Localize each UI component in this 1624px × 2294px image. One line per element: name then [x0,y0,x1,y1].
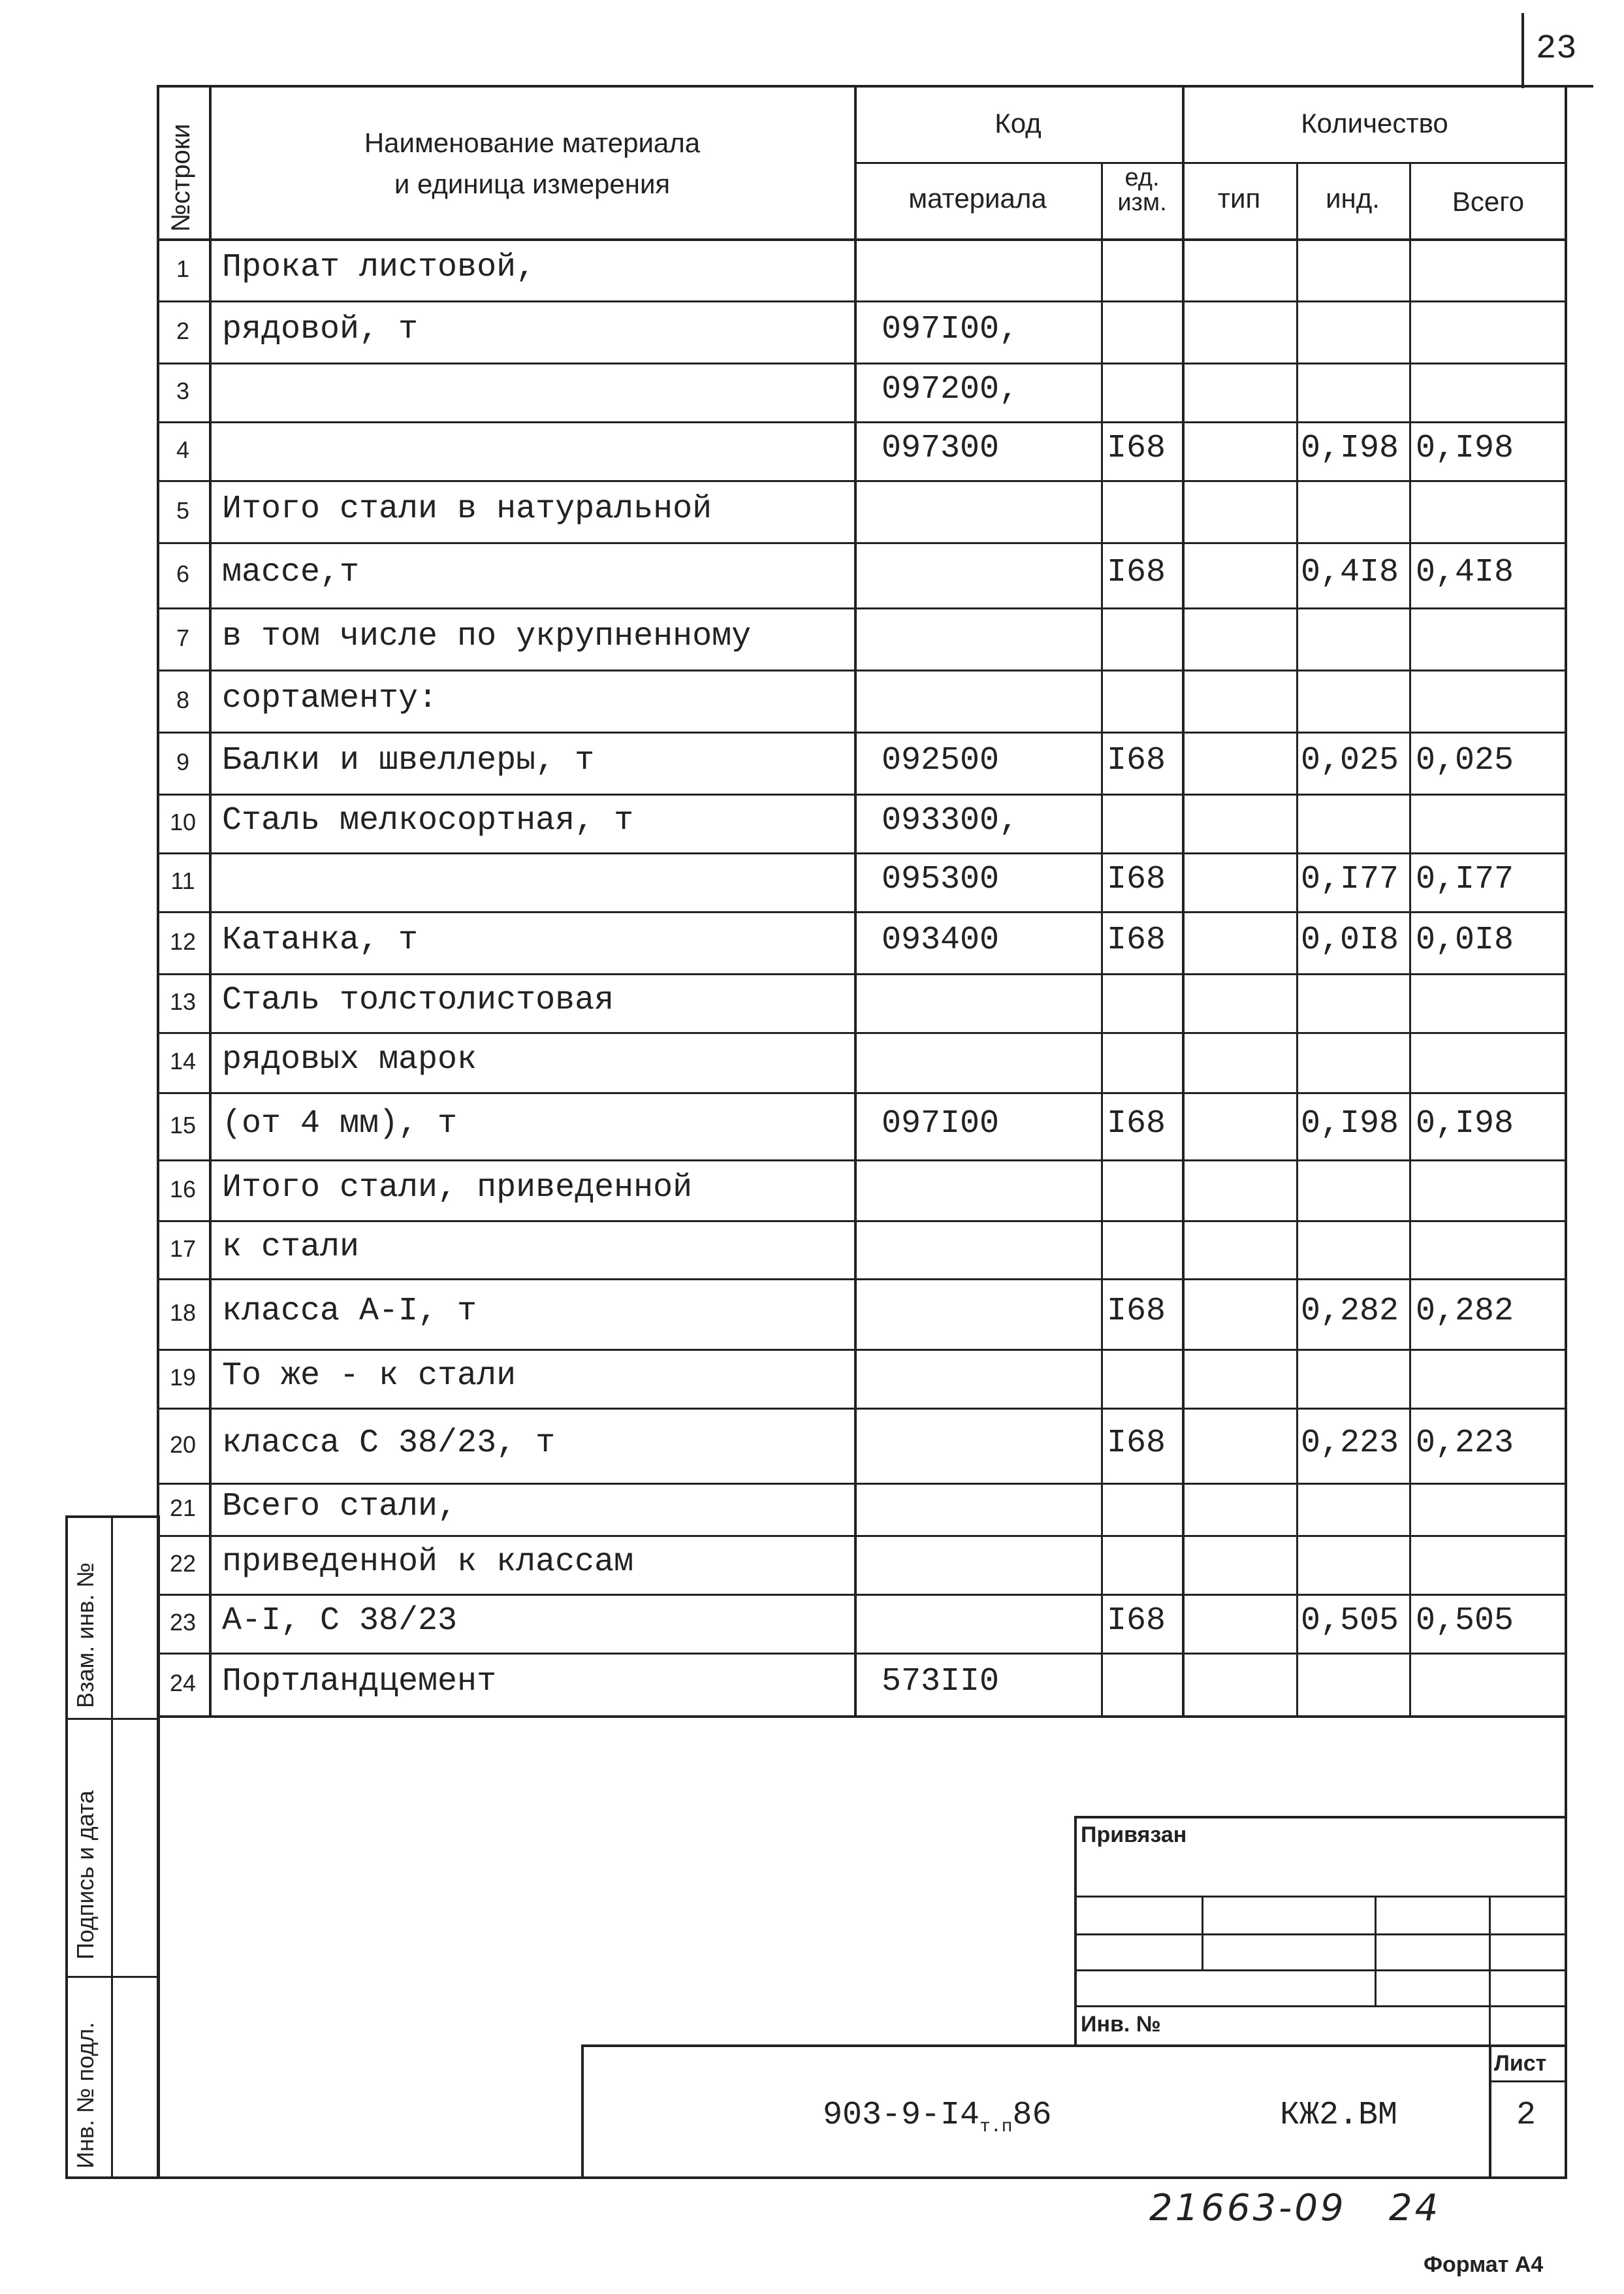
row-number: 19 [169,1364,197,1391]
row-ind: 0,0I8 [1301,921,1399,959]
row-ind: 0,505 [1301,1602,1399,1640]
stamp-col-a [1202,1896,1203,1969]
header-qty-type: тип [1217,183,1261,214]
row-code: 097200, [882,371,1019,408]
row-name: Катанка, т [222,921,419,959]
table-row [157,794,1567,852]
stamp-col-c [1489,1896,1491,2044]
row-divider [157,911,1567,913]
row-name: Сталь толстолистовая [222,982,614,1019]
row-name: Балки и швеллеры, т [222,741,595,779]
row-total: 0,505 [1416,1602,1514,1640]
row-total: 0,I98 [1416,430,1514,467]
row-number: 1 [176,255,190,282]
table-row [157,1594,1567,1653]
row-name: (от 4 мм), т [222,1105,458,1142]
doc-number [823,2097,1051,2137]
row-code: 097I00, [882,310,1019,348]
title-block-list-line [1489,2080,1567,2082]
table-row [157,1032,1567,1092]
row-code: 573II0 [882,1663,1000,1700]
row-total: 0,4I8 [1416,554,1514,591]
row-divider [157,1408,1567,1410]
row-number: 24 [169,1670,197,1696]
row-number: 17 [169,1235,197,1262]
row-divider [157,1653,1567,1655]
stamp-list-value: 2 [1516,2097,1536,2134]
table-row [157,911,1567,973]
row-unit: I68 [1107,741,1166,779]
stamp-line-a [1074,1896,1567,1898]
row-total: 0,I98 [1416,1105,1514,1142]
row-name: класса А-I, т [222,1293,477,1330]
row-number: 7 [176,624,190,651]
row-number: 21 [169,1494,197,1521]
row-name: к стали [222,1228,360,1266]
row-number: 10 [169,809,197,835]
stamp-top-line [1074,1816,1567,1818]
header-qty-total: Всего [1452,186,1525,217]
row-number: 5 [176,496,190,524]
row-name: То же - к стали [222,1357,517,1395]
row-divider [157,421,1567,423]
title-block-list-left [1489,2044,1491,2179]
row-divider [157,1092,1567,1094]
row-number: 6 [176,560,190,587]
row-unit: I68 [1107,1602,1166,1640]
title-block-left [581,2044,584,2179]
table-row [157,1159,1567,1220]
stamp-line-d [1074,2005,1567,2007]
doc-number-sub: т.п [979,2117,1013,2137]
main-table-top-extension [1567,85,1593,88]
row-name: рядовой, т [222,310,419,348]
row-name: рядовых марок [222,1041,477,1078]
row-divider [157,480,1567,482]
table-row [157,1653,1567,1715]
doc-number-main: 903-9-I4 [823,2097,980,2134]
row-divider [157,1349,1567,1351]
table-row [157,670,1567,732]
row-name: Портландцемент [222,1663,497,1700]
row-name: массе,т [222,554,360,591]
row-name: Итого стали, приведенной [222,1169,693,1206]
table-row [157,1408,1567,1483]
row-divider [157,1594,1567,1596]
header-code: Код [995,108,1042,138]
table-row [157,607,1567,670]
row-total: 0,223 [1416,1424,1514,1462]
row-name: Прокат листовой, [222,248,536,286]
header-qty-ind: инд. [1326,183,1380,214]
row-number: 23 [169,1609,197,1636]
row-divider [157,794,1567,796]
header-mid-line [854,162,1567,164]
row-divider [157,607,1567,609]
side-label-vzam: Взам. инв. № [72,1562,99,1708]
row-unit: I68 [1107,921,1166,959]
side-strip-divider [111,1515,113,2179]
table-row [157,542,1567,607]
row-ind: 0,025 [1301,741,1399,779]
row-number: 20 [169,1430,197,1458]
row-divider [157,973,1567,975]
row-unit: I68 [1107,861,1166,898]
row-divider [157,1535,1567,1537]
table-row [157,732,1567,794]
table-row [157,363,1567,421]
table-row [157,238,1567,300]
row-divider [157,542,1567,544]
table-row [157,852,1567,911]
row-ind: 0,223 [1301,1424,1399,1462]
stamp-left-line [1074,1816,1077,2044]
row-total: 0,025 [1416,741,1514,779]
header-name-line2: и единица измерения [394,169,671,199]
row-name: в том числе по укрупненному [222,617,752,655]
row-total: 0,282 [1416,1293,1514,1330]
stamp-line-c [1074,1969,1567,1971]
row-divider [157,1483,1567,1485]
row-name: приведенной к классам [222,1543,634,1581]
row-number: 16 [169,1175,197,1203]
table-row [157,1349,1567,1408]
row-number: 14 [169,1048,197,1074]
side-strip-line1 [65,1718,160,1720]
row-divider [157,852,1567,854]
row-number: 18 [169,1299,197,1326]
row-unit: I68 [1107,430,1166,467]
format-label: Формат А4 [1424,2252,1544,2277]
doc-number-year: 86 [1012,2097,1052,2134]
row-divider [157,363,1567,364]
row-number: 11 [170,867,195,894]
row-name: Сталь мелкосортная, т [222,802,634,839]
row-code: 093300, [882,802,1019,839]
side-label-podpis: Подпись и дата [72,1790,99,1960]
row-total: 0,I77 [1416,861,1514,898]
table-row [157,1483,1567,1535]
page-number: 23 [1536,29,1577,68]
row-unit: I68 [1107,1424,1166,1462]
table-row [157,1278,1567,1349]
row-name: А-I, С 38/23 [222,1602,458,1640]
row-number: 9 [176,748,190,775]
row-code: 095300 [882,861,1000,898]
row-number: 4 [176,436,190,463]
row-code: 097300 [882,430,1000,467]
title-block-top [581,2044,1567,2047]
page-number-divider [1521,13,1524,88]
row-divider [157,1278,1567,1280]
stamp-line-b [1074,1933,1567,1935]
row-divider [157,732,1567,734]
stamp-col-b [1375,1896,1377,2005]
stamp-list-label: Лист [1494,2051,1547,2076]
handwritten-number: 21663-09 24 [1149,2187,1441,2229]
row-divider [157,670,1567,671]
row-divider [157,1220,1567,1222]
row-number: 22 [169,1550,197,1577]
table-row [157,973,1567,1032]
row-number: 15 [169,1111,197,1139]
row-divider [157,300,1567,302]
doc-code: КЖ2.ВМ [1280,2097,1398,2134]
row-code: 093400 [882,921,1000,959]
row-ind: 0,4I8 [1301,554,1399,591]
row-code: 092500 [882,741,1000,779]
header-code-material: материала [908,183,1047,214]
row-ind: 0,I98 [1301,430,1399,467]
row-name: класса С 38/23, т [222,1424,556,1462]
row-name: Всего стали, [222,1488,458,1525]
stamp-privyazan: Привязан [1081,1822,1187,1847]
table-row [157,1220,1567,1278]
table-row [157,480,1567,542]
side-label-inv-podl: Инв. № подл. [72,2022,99,2169]
row-name: Итого стали в натуральной [222,490,712,528]
row-total: 0,0I8 [1416,921,1514,959]
row-unit: I68 [1107,1293,1166,1330]
table-row [157,421,1567,480]
header-code-unit: ед. изм. [1117,164,1167,216]
row-number: 12 [169,928,197,955]
header-quantity: Количество [1301,108,1448,138]
row-code: 097I00 [882,1105,1000,1142]
row-divider [157,1032,1567,1034]
stamp-inv-no: Инв. № [1081,2012,1161,2037]
row-number: 3 [176,378,190,404]
table-row [157,1535,1567,1594]
row-number: 2 [176,317,190,344]
side-strip-line2 [65,1976,160,1978]
row-ind: 0,I98 [1301,1105,1399,1142]
row-ind: 0,282 [1301,1293,1399,1330]
row-number: 13 [169,988,197,1015]
table-row [157,1092,1567,1159]
row-name: сортаменту: [222,679,438,717]
row-unit: I68 [1107,554,1166,591]
row-divider [157,1159,1567,1161]
row-ind: 0,I77 [1301,861,1399,898]
header-name-line1: Наименование материала [364,127,701,158]
row-unit: I68 [1107,1105,1166,1142]
header-row-number: №строки [167,123,195,232]
row-number: 8 [176,686,190,713]
table-row [157,300,1567,363]
